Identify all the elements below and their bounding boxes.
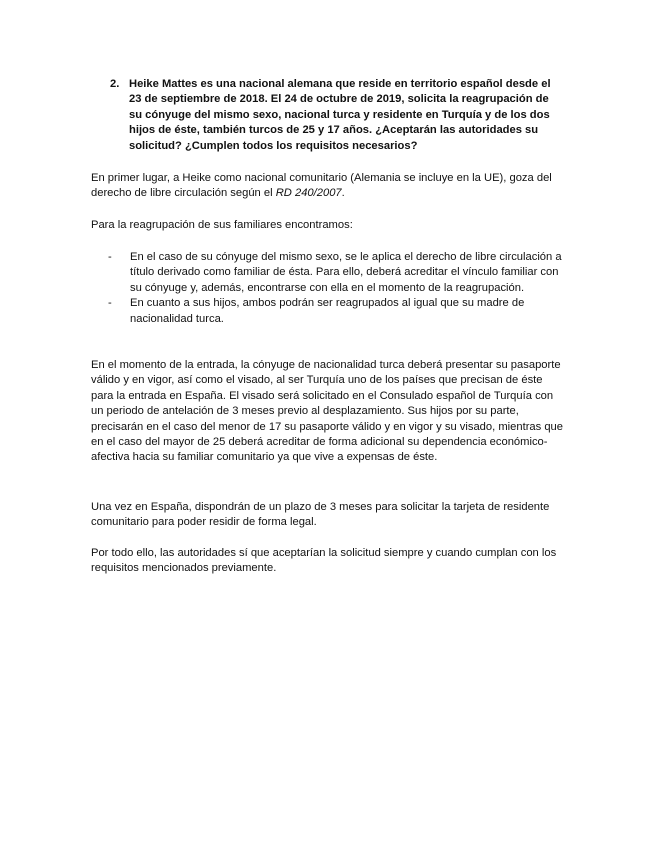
paragraph-intro-end: .	[341, 187, 345, 200]
bullet-text: En el caso de su cónyuge del mismo sexo, se le aplica el derecho de libre circulación a título derivado como familiar de ésta. Para ello, deberá acreditar el vínculo familiar con su cónyuge y, además, encontrarse con ella en el momento de la reagrupación.	[130, 251, 562, 294]
bullet-text: En cuanto a sus hijos, ambos podrán ser reagrupados al igual que su madre de nacionalidad turca.	[130, 297, 525, 325]
paragraph-intro	[91, 171, 563, 202]
bullet-item	[91, 296, 563, 327]
paragraph-family: Para la reagrupación de sus familiares encontramos:	[91, 219, 353, 231]
bullet-dash: -	[108, 297, 112, 310]
paragraph-entry: En el momento de la entrada, la cónyuge de nacionalidad turca deberá presentar su pasaporte válido y en vigor, así como el visado, al ser Turquía uno de los países que precisan de éste para la entrada en España. El visado será solicitado en el Consulado español de Turquía con un periodo de antelación de 3 meses previo al desplazamiento. Sus hijos por su parte, precisarán en el caso del menor de 17 su pasaporte válido y en vigor y su visado, mientras que en el caso del mayor de 25 deberá acreditar de forma adicional su dependencia económico-afectiva hacia su familiar comunitario ya que vive a expensas de éste.	[91, 359, 564, 464]
bullet-item	[91, 250, 563, 296]
bullet-dash: -	[108, 251, 112, 263]
paragraph-residence: Una vez en España, dispondrán de un plazo de 3 meses para solicitar la tarjeta de residente comunitario para poder residir de forma legal.	[91, 501, 550, 529]
paragraph-conclusion: Por todo ello, las autoridades sí que aceptarían la solicitud siempre y cuando cumplan con los requisitos mencionados previamente.	[91, 547, 557, 575]
question-number: 2.	[110, 78, 120, 90]
question-item	[112, 77, 558, 154]
bullet-list	[91, 250, 563, 327]
legal-reference: RD 240/2007	[275, 187, 342, 200]
paragraph-intro-text: En primer lugar, a Heike como nacional comunitario (Alemania se incluye en la UE), goza del derecho de libre circulación según el	[91, 172, 552, 200]
question-text: Heike Mattes es una nacional alemana que reside en territorio español desde el 23 de septiembre de 2018. El 24 de octubre de 2019, solicita la reagrupación de su cónyuge del mismo sexo, nacional turca y residente en Turquía y de los dos hijos de éste, también turcos de 25 y 17 años. ¿Aceptarán las autoridades su solicitud? ¿Cumplen todos los requisitos necesarios?	[129, 78, 551, 152]
